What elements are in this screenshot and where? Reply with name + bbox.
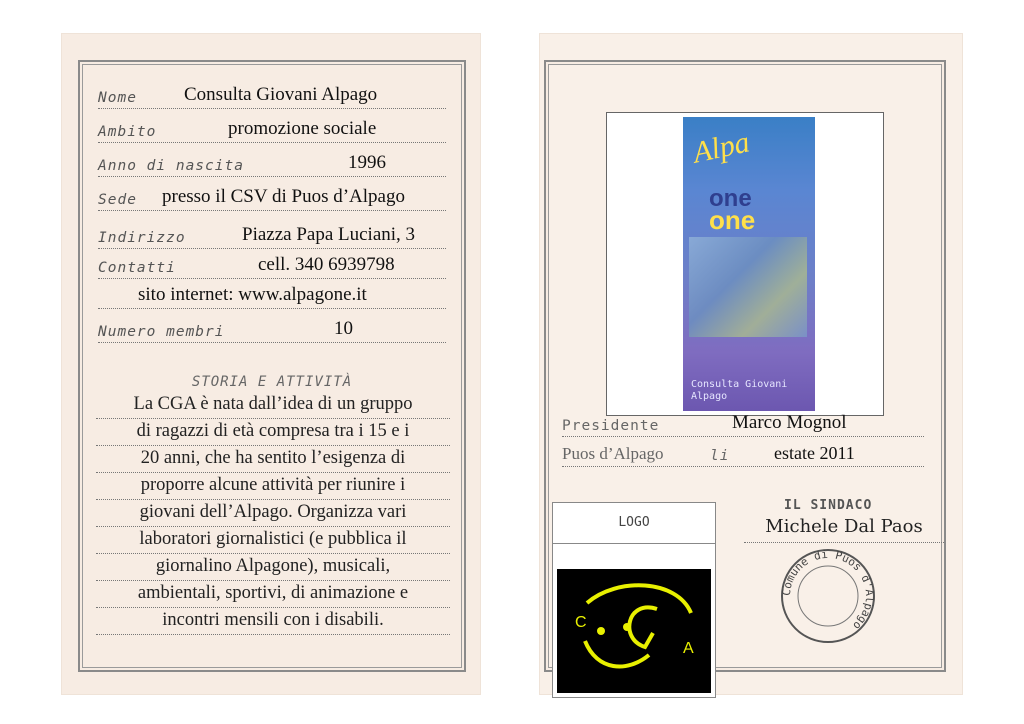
association-card-back bbox=[540, 34, 962, 694]
field-ambito bbox=[98, 116, 446, 143]
field-website bbox=[98, 282, 446, 309]
field-label: Sede bbox=[98, 192, 137, 208]
sindaco-label: IL SINDACO bbox=[784, 498, 873, 513]
story-line: giornalino Alpagone), musicali, bbox=[96, 554, 450, 581]
field-label: Ambito bbox=[98, 124, 157, 140]
logo-label: LOGO bbox=[553, 503, 715, 544]
field-value: Consulta Giovani Alpago bbox=[184, 84, 378, 105]
stamp-icon bbox=[778, 546, 878, 646]
story-line: di ragazzi di età compresa tra i 15 e i bbox=[96, 419, 450, 446]
poster-title: Alpa bbox=[690, 125, 753, 170]
poster-subtitle-big: one bbox=[709, 205, 756, 235]
story-line: La CGA è nata dall’idea di un gruppo bbox=[96, 392, 450, 419]
stamp bbox=[778, 546, 878, 646]
poster-image bbox=[683, 117, 815, 411]
svg-text:Comune di Puos d'Alpago bbox=[780, 548, 876, 632]
card-frame bbox=[544, 60, 946, 672]
field-membri bbox=[98, 316, 446, 343]
field-value: promozione sociale bbox=[228, 118, 377, 139]
date-value: estate 2011 bbox=[774, 443, 855, 463]
logo-box bbox=[552, 502, 716, 698]
field-value: cell. 340 6939798 bbox=[258, 254, 395, 275]
field-sede bbox=[98, 184, 446, 211]
field-anno bbox=[98, 150, 446, 177]
sindaco-value: Michele Dal Paos bbox=[744, 516, 944, 543]
field-value: presso il CSV di Puos d’Alpago bbox=[162, 186, 405, 207]
presidente-value: Marco Mognol bbox=[732, 412, 847, 433]
story-title: STORIA E ATTIVITÀ bbox=[191, 374, 353, 390]
field-label: Anno di nascita bbox=[98, 158, 244, 174]
photo-frame bbox=[606, 112, 884, 416]
luogo-li: li bbox=[710, 448, 730, 464]
poster-subtitle: one bbox=[709, 185, 752, 212]
story-line: giovani dell’Alpago. Organizza vari bbox=[96, 500, 450, 527]
svg-text:C: C bbox=[575, 614, 587, 631]
field-indirizzo bbox=[98, 222, 446, 249]
story-text bbox=[96, 392, 450, 635]
stamp-text: Comune di Puos d'Alpago bbox=[779, 547, 877, 633]
cga-logo-graphic bbox=[557, 569, 711, 693]
field-label: Nome bbox=[98, 90, 137, 106]
luogo-row bbox=[562, 442, 924, 467]
luogo-label: Puos d’Alpago bbox=[562, 444, 664, 463]
field-contatti bbox=[98, 252, 446, 279]
association-card-front bbox=[62, 34, 480, 694]
field-value: 1996 bbox=[348, 152, 386, 173]
field-label: Contatti bbox=[98, 260, 176, 276]
field-value: sito internet: www.alpagone.it bbox=[138, 284, 367, 305]
field-label: Numero membri bbox=[98, 324, 225, 340]
puzzle-graphic bbox=[689, 237, 807, 337]
card-frame bbox=[78, 60, 466, 672]
field-label: Indirizzo bbox=[98, 230, 186, 246]
field-value: 10 bbox=[334, 318, 353, 339]
story-line: laboratori giornalistici (e pubblica il bbox=[96, 527, 450, 554]
field-value: Piazza Papa Luciani, 3 bbox=[242, 224, 416, 245]
field-nome bbox=[98, 82, 446, 109]
cga-logo bbox=[557, 569, 711, 693]
presidente-label: Presidente bbox=[562, 418, 660, 434]
story-line: ambientali, sportivi, di animazione e bbox=[96, 581, 450, 608]
story-line: 20 anni, che ha sentito l’esigenza di bbox=[96, 446, 450, 473]
svg-text:A: A bbox=[683, 640, 694, 657]
story-line: proporre alcune attività per riunire i bbox=[96, 473, 450, 500]
presidente-row bbox=[562, 412, 924, 437]
story-line: incontri mensili con i disabili. bbox=[96, 608, 450, 635]
poster-footer: Consulta Giovani Alpago bbox=[691, 379, 788, 402]
